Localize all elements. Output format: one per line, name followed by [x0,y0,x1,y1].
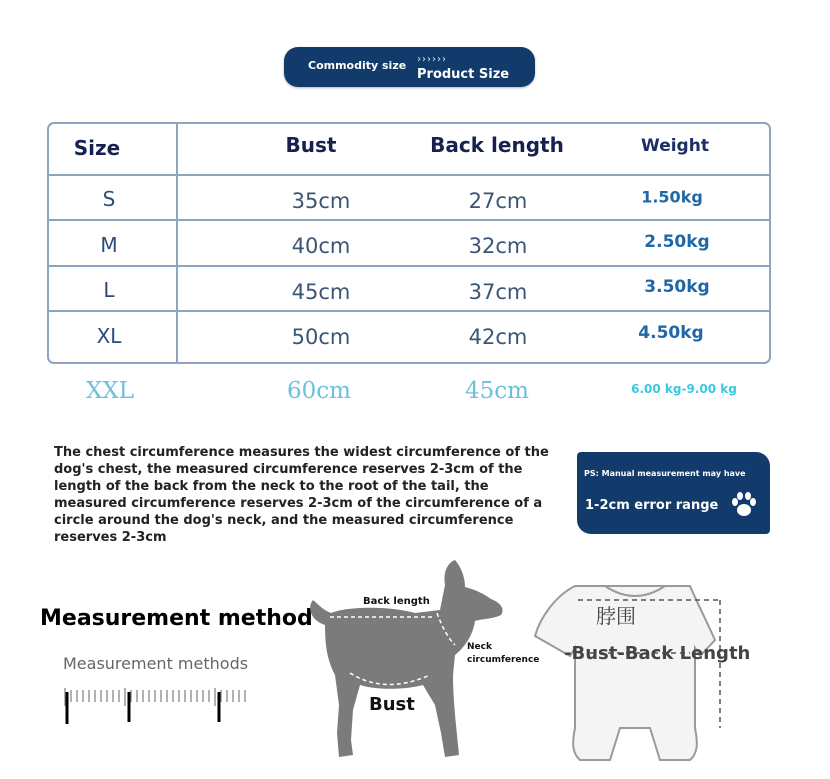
table-row-weight: 4.50kg [638,323,704,343]
table-row-weight: 2.50kg [644,232,710,252]
banner-arrows-icon: ›››››› [417,54,447,65]
product-size-banner [284,47,535,87]
header-size: Size [73,136,121,160]
table-row-back: 42cm [468,325,528,349]
measurement-method-title: Measurement method [40,606,313,631]
table-row-bust: 50cm [291,325,351,349]
measurement-description: The chest circumference measures the widest circumference of the dog's chest, the measured circumference reserves 2-3cm of the length of the back from the neck to the root of the tail, the measured circumference reserves 2-3cm of the circumference of a circle around the dog's neck, and the measured circumference reserves 2-3cm [54,445,549,545]
banner-product-size: Product Size [417,67,510,82]
table-row-back: 32cm [468,234,528,258]
banner-commodity-size: Commodity size [308,59,407,72]
dog-label-back-length: Back length [363,596,430,607]
header-weight: Weight [641,136,709,156]
measurement-method-subtitle: Measurement methods [63,654,249,673]
table-row-size: S [102,187,116,211]
shirt-label-cn: 脖围 [596,604,636,628]
dog-label-circumference: circumference [467,655,540,665]
xxl-row-weight: 6.00 kg-9.00 kg [631,382,737,396]
ps-note-line1: PS: Manual measurement may have [584,469,746,478]
ps-note-box [577,452,770,534]
table-row-back: 27cm [468,189,528,213]
table-row-size: XL [96,324,122,348]
table-row-bust: 45cm [291,280,351,304]
table-row-size: M [100,233,118,257]
xxl-row-bust: 60cm [287,378,351,404]
table-row-weight: 3.50kg [644,277,710,297]
table-divider [49,174,769,176]
xxl-row-size: XXL [85,378,135,404]
ruler-icon [63,686,253,726]
dog-label-neck: Neck [467,642,492,652]
table-row-bust: 35cm [291,189,351,213]
table-row-back: 37cm [468,280,528,304]
xxl-row-back: 45cm [465,378,529,404]
table-divider [49,265,769,267]
table-divider [49,219,769,221]
table-column-divider [176,124,178,362]
paw-icon [729,490,759,520]
header-bust: Bust [285,133,337,157]
header-back-length: Back length [430,133,564,157]
shirt-label-bust-back: -Bust-Back Length [564,643,751,664]
table-row-weight: 1.50kg [641,187,703,207]
table-row-size: L [103,278,115,302]
ps-note-line2: 1-2cm error range [585,498,719,513]
dog-label-bust: Bust [369,694,415,715]
table-divider [49,310,769,312]
table-row-bust: 40cm [291,234,351,258]
